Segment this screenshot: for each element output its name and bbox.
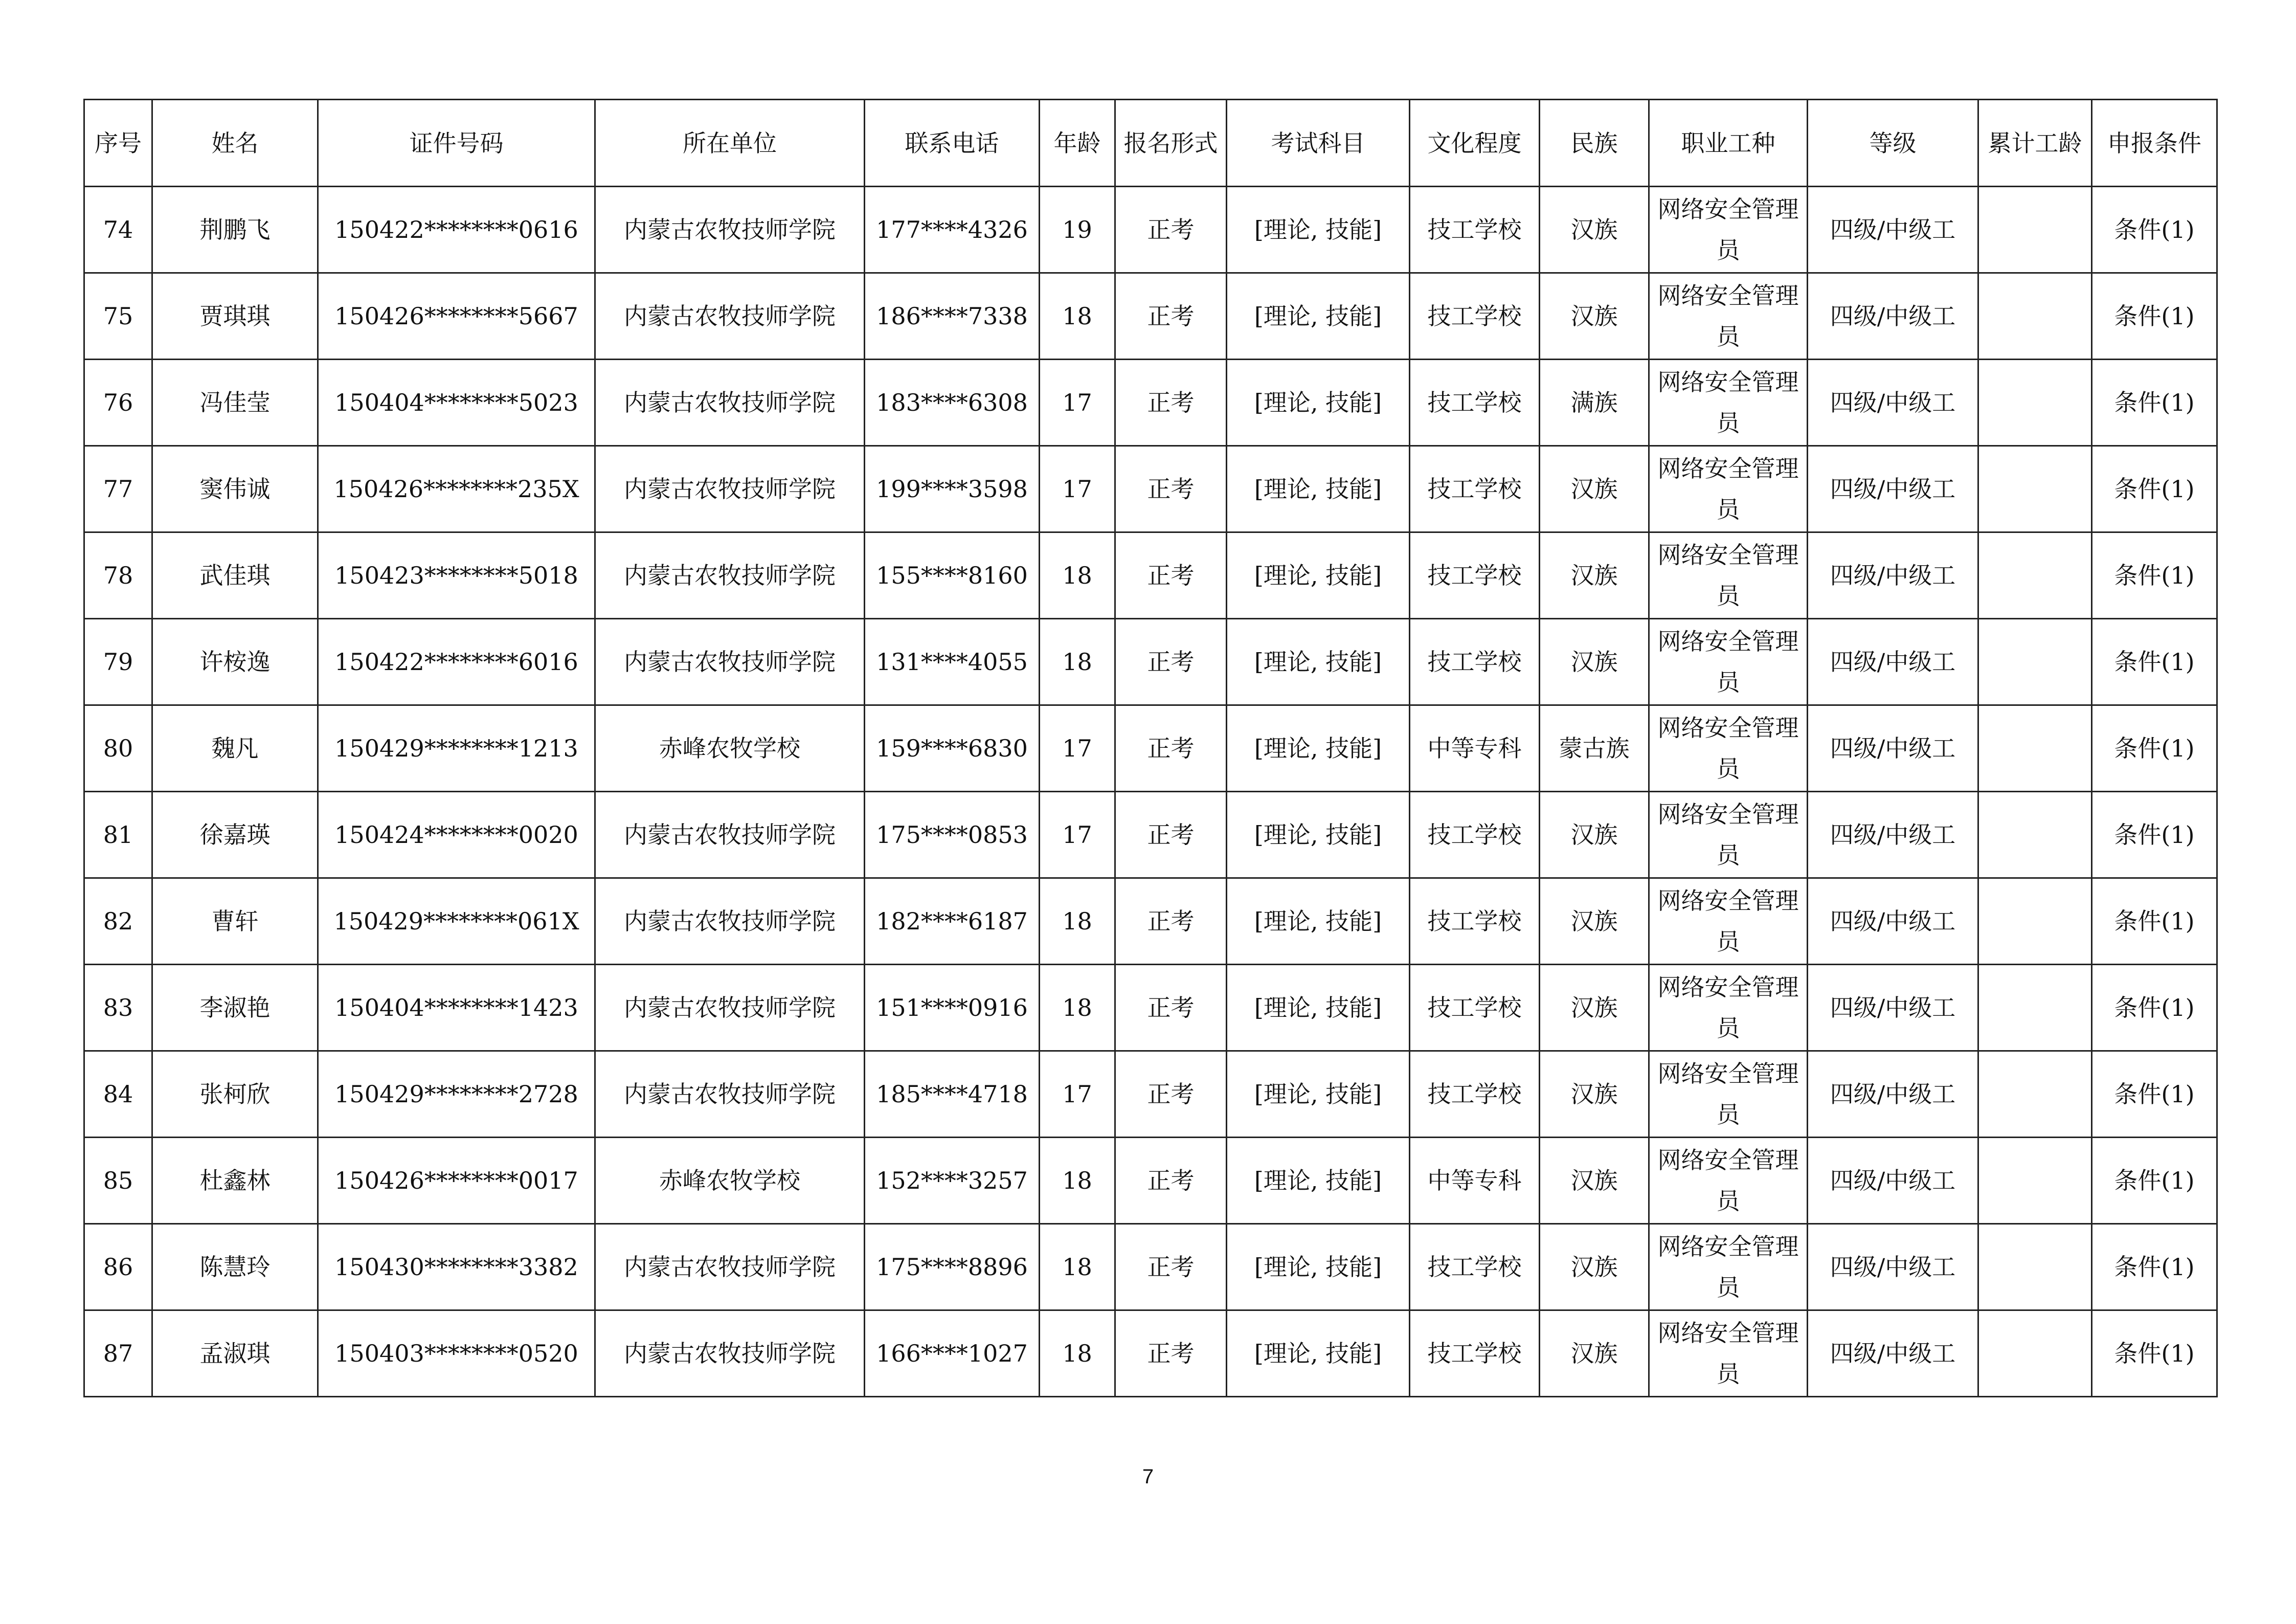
ethnicity-cell: 蒙古族 <box>1540 705 1649 792</box>
condition-cell: 条件(1) <box>2092 705 2217 792</box>
name-cell: 徐嘉瑛 <box>152 792 318 878</box>
exam-subjects-cell: [理论, 技能] <box>1227 878 1410 965</box>
seq-cell: 82 <box>84 878 152 965</box>
age-cell: 18 <box>1040 619 1115 705</box>
unit-cell: 内蒙古农牧技师学院 <box>595 1051 865 1138</box>
header-phone: 联系电话 <box>865 100 1040 187</box>
work-years-cell <box>1978 1224 2092 1310</box>
condition-cell: 条件(1) <box>2092 1310 2217 1397</box>
condition-cell: 条件(1) <box>2092 446 2217 532</box>
condition-cell: 条件(1) <box>2092 273 2217 360</box>
unit-cell: 内蒙古农牧技师学院 <box>595 273 865 360</box>
name-cell: 贾琪琪 <box>152 273 318 360</box>
phone-cell: 152****3257 <box>865 1138 1040 1224</box>
condition-cell: 条件(1) <box>2092 1224 2217 1310</box>
table-row <box>84 705 2217 792</box>
exam-subjects-cell: [理论, 技能] <box>1227 705 1410 792</box>
header-name: 姓名 <box>152 100 318 187</box>
occupation-cell: 网络安全管理员 <box>1649 705 1808 792</box>
registration-type-cell: 正考 <box>1115 1224 1227 1310</box>
education-cell: 技工学校 <box>1410 273 1540 360</box>
seq-cell: 87 <box>84 1310 152 1397</box>
name-cell: 武佳琪 <box>152 532 318 619</box>
occupation-cell: 网络安全管理员 <box>1649 273 1808 360</box>
id-number-cell: 150423********5018 <box>318 532 595 619</box>
name-cell: 荆鹏飞 <box>152 187 318 273</box>
name-cell: 孟淑琪 <box>152 1310 318 1397</box>
seq-cell: 83 <box>84 965 152 1051</box>
unit-cell: 内蒙古农牧技师学院 <box>595 360 865 446</box>
education-cell: 技工学校 <box>1410 619 1540 705</box>
occupation-cell: 网络安全管理员 <box>1649 619 1808 705</box>
work-years-cell <box>1978 1051 2092 1138</box>
occupation-cell: 网络安全管理员 <box>1649 1310 1808 1397</box>
condition-cell: 条件(1) <box>2092 792 2217 878</box>
phone-cell: 182****6187 <box>865 878 1040 965</box>
occupation-cell: 网络安全管理员 <box>1649 965 1808 1051</box>
exam-subjects-cell: [理论, 技能] <box>1227 1224 1410 1310</box>
unit-cell: 内蒙古农牧技师学院 <box>595 619 865 705</box>
occupation-cell: 网络安全管理员 <box>1649 878 1808 965</box>
registration-type-cell: 正考 <box>1115 965 1227 1051</box>
age-cell: 18 <box>1040 878 1115 965</box>
occupation-cell: 网络安全管理员 <box>1649 187 1808 273</box>
age-cell: 18 <box>1040 965 1115 1051</box>
age-cell: 19 <box>1040 187 1115 273</box>
occupation-cell: 网络安全管理员 <box>1649 532 1808 619</box>
level-cell: 四级/中级工 <box>1808 1138 1978 1224</box>
seq-cell: 77 <box>84 446 152 532</box>
exam-subjects-cell: [理论, 技能] <box>1227 360 1410 446</box>
level-cell: 四级/中级工 <box>1808 273 1978 360</box>
exam-subjects-cell: [理论, 技能] <box>1227 532 1410 619</box>
ethnicity-cell: 汉族 <box>1540 1310 1649 1397</box>
occupation-cell: 网络安全管理员 <box>1649 446 1808 532</box>
header-work-years: 累计工龄 <box>1978 100 2092 187</box>
unit-cell: 内蒙古农牧技师学院 <box>595 187 865 273</box>
level-cell: 四级/中级工 <box>1808 1051 1978 1138</box>
seq-cell: 79 <box>84 619 152 705</box>
ethnicity-cell: 汉族 <box>1540 187 1649 273</box>
candidate-table <box>83 99 2218 1397</box>
education-cell: 技工学校 <box>1410 446 1540 532</box>
table-row <box>84 1138 2217 1224</box>
table-row <box>84 273 2217 360</box>
name-cell: 李淑艳 <box>152 965 318 1051</box>
table-row <box>84 1310 2217 1397</box>
condition-cell: 条件(1) <box>2092 187 2217 273</box>
work-years-cell <box>1978 792 2092 878</box>
registration-type-cell: 正考 <box>1115 705 1227 792</box>
education-cell: 技工学校 <box>1410 792 1540 878</box>
condition-cell: 条件(1) <box>2092 1138 2217 1224</box>
phone-cell: 131****4055 <box>865 619 1040 705</box>
header-condition: 申报条件 <box>2092 100 2217 187</box>
age-cell: 17 <box>1040 705 1115 792</box>
unit-cell: 内蒙古农牧技师学院 <box>595 446 865 532</box>
work-years-cell <box>1978 619 2092 705</box>
condition-cell: 条件(1) <box>2092 619 2217 705</box>
registration-type-cell: 正考 <box>1115 273 1227 360</box>
id-number-cell: 150430********3382 <box>318 1224 595 1310</box>
registration-type-cell: 正考 <box>1115 360 1227 446</box>
id-number-cell: 150426********0017 <box>318 1138 595 1224</box>
id-number-cell: 150403********0520 <box>318 1310 595 1397</box>
table-row <box>84 878 2217 965</box>
exam-subjects-cell: [理论, 技能] <box>1227 619 1410 705</box>
age-cell: 17 <box>1040 360 1115 446</box>
id-number-cell: 150424********0020 <box>318 792 595 878</box>
level-cell: 四级/中级工 <box>1808 619 1978 705</box>
unit-cell: 内蒙古农牧技师学院 <box>595 1224 865 1310</box>
table-row <box>84 532 2217 619</box>
phone-cell: 186****7338 <box>865 273 1040 360</box>
exam-subjects-cell: [理论, 技能] <box>1227 187 1410 273</box>
work-years-cell <box>1978 187 2092 273</box>
header-registration-type: 报名形式 <box>1115 100 1227 187</box>
id-number-cell: 150429********1213 <box>318 705 595 792</box>
phone-cell: 183****6308 <box>865 360 1040 446</box>
registration-type-cell: 正考 <box>1115 446 1227 532</box>
phone-cell: 175****8896 <box>865 1224 1040 1310</box>
ethnicity-cell: 汉族 <box>1540 446 1649 532</box>
level-cell: 四级/中级工 <box>1808 187 1978 273</box>
level-cell: 四级/中级工 <box>1808 532 1978 619</box>
education-cell: 技工学校 <box>1410 878 1540 965</box>
id-number-cell: 150422********0616 <box>318 187 595 273</box>
condition-cell: 条件(1) <box>2092 878 2217 965</box>
level-cell: 四级/中级工 <box>1808 965 1978 1051</box>
unit-cell: 内蒙古农牧技师学院 <box>595 532 865 619</box>
registration-type-cell: 正考 <box>1115 792 1227 878</box>
ethnicity-cell: 满族 <box>1540 360 1649 446</box>
name-cell: 冯佳莹 <box>152 360 318 446</box>
occupation-cell: 网络安全管理员 <box>1649 360 1808 446</box>
exam-subjects-cell: [理论, 技能] <box>1227 273 1410 360</box>
header-row <box>84 100 2217 187</box>
name-cell: 陈慧玲 <box>152 1224 318 1310</box>
phone-cell: 151****0916 <box>865 965 1040 1051</box>
name-cell: 许桉逸 <box>152 619 318 705</box>
ethnicity-cell: 汉族 <box>1540 965 1649 1051</box>
registration-type-cell: 正考 <box>1115 619 1227 705</box>
exam-subjects-cell: [理论, 技能] <box>1227 1310 1410 1397</box>
seq-cell: 85 <box>84 1138 152 1224</box>
exam-subjects-cell: [理论, 技能] <box>1227 1138 1410 1224</box>
condition-cell: 条件(1) <box>2092 1051 2217 1138</box>
phone-cell: 159****6830 <box>865 705 1040 792</box>
registration-type-cell: 正考 <box>1115 878 1227 965</box>
seq-cell: 81 <box>84 792 152 878</box>
table-row <box>84 187 2217 273</box>
level-cell: 四级/中级工 <box>1808 1224 1978 1310</box>
exam-subjects-cell: [理论, 技能] <box>1227 1051 1410 1138</box>
table-row <box>84 619 2217 705</box>
ethnicity-cell: 汉族 <box>1540 619 1649 705</box>
id-number-cell: 150429********2728 <box>318 1051 595 1138</box>
phone-cell: 177****4326 <box>865 187 1040 273</box>
work-years-cell <box>1978 1138 2092 1224</box>
ethnicity-cell: 汉族 <box>1540 792 1649 878</box>
level-cell: 四级/中级工 <box>1808 1310 1978 1397</box>
work-years-cell <box>1978 705 2092 792</box>
work-years-cell <box>1978 273 2092 360</box>
name-cell: 曹轩 <box>152 878 318 965</box>
header-exam-subjects: 考试科目 <box>1227 100 1410 187</box>
condition-cell: 条件(1) <box>2092 965 2217 1051</box>
phone-cell: 175****0853 <box>865 792 1040 878</box>
education-cell: 技工学校 <box>1410 965 1540 1051</box>
table-row <box>84 360 2217 446</box>
work-years-cell <box>1978 1310 2092 1397</box>
exam-subjects-cell: [理论, 技能] <box>1227 965 1410 1051</box>
work-years-cell <box>1978 878 2092 965</box>
table-row <box>84 965 2217 1051</box>
age-cell: 18 <box>1040 1138 1115 1224</box>
seq-cell: 78 <box>84 532 152 619</box>
table-row <box>84 1051 2217 1138</box>
education-cell: 技工学校 <box>1410 1051 1540 1138</box>
occupation-cell: 网络安全管理员 <box>1649 1138 1808 1224</box>
unit-cell: 内蒙古农牧技师学院 <box>595 792 865 878</box>
registration-type-cell: 正考 <box>1115 187 1227 273</box>
age-cell: 18 <box>1040 1224 1115 1310</box>
work-years-cell <box>1978 532 2092 619</box>
level-cell: 四级/中级工 <box>1808 360 1978 446</box>
registration-type-cell: 正考 <box>1115 1051 1227 1138</box>
education-cell: 技工学校 <box>1410 1224 1540 1310</box>
table-row <box>84 792 2217 878</box>
exam-subjects-cell: [理论, 技能] <box>1227 792 1410 878</box>
condition-cell: 条件(1) <box>2092 532 2217 619</box>
seq-cell: 75 <box>84 273 152 360</box>
name-cell: 窦伟诚 <box>152 446 318 532</box>
table-body <box>84 187 2217 1397</box>
header-ethnicity: 民族 <box>1540 100 1649 187</box>
phone-cell: 155****8160 <box>865 532 1040 619</box>
age-cell: 17 <box>1040 446 1115 532</box>
work-years-cell <box>1978 446 2092 532</box>
header-unit: 所在单位 <box>595 100 865 187</box>
education-cell: 中等专科 <box>1410 705 1540 792</box>
ethnicity-cell: 汉族 <box>1540 1224 1649 1310</box>
education-cell: 技工学校 <box>1410 1310 1540 1397</box>
education-cell: 中等专科 <box>1410 1138 1540 1224</box>
header-seq: 序号 <box>84 100 152 187</box>
condition-cell: 条件(1) <box>2092 360 2217 446</box>
table-row <box>84 1224 2217 1310</box>
education-cell: 技工学校 <box>1410 360 1540 446</box>
work-years-cell <box>1978 965 2092 1051</box>
ethnicity-cell: 汉族 <box>1540 878 1649 965</box>
registration-type-cell: 正考 <box>1115 1310 1227 1397</box>
header-education: 文化程度 <box>1410 100 1540 187</box>
name-cell: 张柯欣 <box>152 1051 318 1138</box>
ethnicity-cell: 汉族 <box>1540 532 1649 619</box>
unit-cell: 赤峰农牧学校 <box>595 1138 865 1224</box>
occupation-cell: 网络安全管理员 <box>1649 1051 1808 1138</box>
name-cell: 魏凡 <box>152 705 318 792</box>
occupation-cell: 网络安全管理员 <box>1649 1224 1808 1310</box>
age-cell: 17 <box>1040 792 1115 878</box>
page-number: 7 <box>1142 1465 1154 1488</box>
id-number-cell: 150422********6016 <box>318 619 595 705</box>
registration-type-cell: 正考 <box>1115 532 1227 619</box>
level-cell: 四级/中级工 <box>1808 705 1978 792</box>
age-cell: 18 <box>1040 273 1115 360</box>
registration-type-cell: 正考 <box>1115 1138 1227 1224</box>
header-occupation: 职业工种 <box>1649 100 1808 187</box>
occupation-cell: 网络安全管理员 <box>1649 792 1808 878</box>
education-cell: 技工学校 <box>1410 532 1540 619</box>
seq-cell: 80 <box>84 705 152 792</box>
unit-cell: 赤峰农牧学校 <box>595 705 865 792</box>
unit-cell: 内蒙古农牧技师学院 <box>595 1310 865 1397</box>
seq-cell: 84 <box>84 1051 152 1138</box>
name-cell: 杜鑫林 <box>152 1138 318 1224</box>
unit-cell: 内蒙古农牧技师学院 <box>595 965 865 1051</box>
ethnicity-cell: 汉族 <box>1540 273 1649 360</box>
seq-cell: 76 <box>84 360 152 446</box>
unit-cell: 内蒙古农牧技师学院 <box>595 878 865 965</box>
exam-subjects-cell: [理论, 技能] <box>1227 446 1410 532</box>
level-cell: 四级/中级工 <box>1808 878 1978 965</box>
seq-cell: 86 <box>84 1224 152 1310</box>
seq-cell: 74 <box>84 187 152 273</box>
age-cell: 18 <box>1040 532 1115 619</box>
ethnicity-cell: 汉族 <box>1540 1138 1649 1224</box>
header-level: 等级 <box>1808 100 1978 187</box>
level-cell: 四级/中级工 <box>1808 792 1978 878</box>
id-number-cell: 150426********5667 <box>318 273 595 360</box>
age-cell: 18 <box>1040 1310 1115 1397</box>
phone-cell: 199****3598 <box>865 446 1040 532</box>
phone-cell: 185****4718 <box>865 1051 1040 1138</box>
education-cell: 技工学校 <box>1410 187 1540 273</box>
level-cell: 四级/中级工 <box>1808 446 1978 532</box>
table-row <box>84 446 2217 532</box>
work-years-cell <box>1978 360 2092 446</box>
ethnicity-cell: 汉族 <box>1540 1051 1649 1138</box>
id-number-cell: 150404********1423 <box>318 965 595 1051</box>
age-cell: 17 <box>1040 1051 1115 1138</box>
header-age: 年龄 <box>1040 100 1115 187</box>
id-number-cell: 150404********5023 <box>318 360 595 446</box>
phone-cell: 166****1027 <box>865 1310 1040 1397</box>
id-number-cell: 150426********235X <box>318 446 595 532</box>
header-id-number: 证件号码 <box>318 100 595 187</box>
id-number-cell: 150429********061X <box>318 878 595 965</box>
